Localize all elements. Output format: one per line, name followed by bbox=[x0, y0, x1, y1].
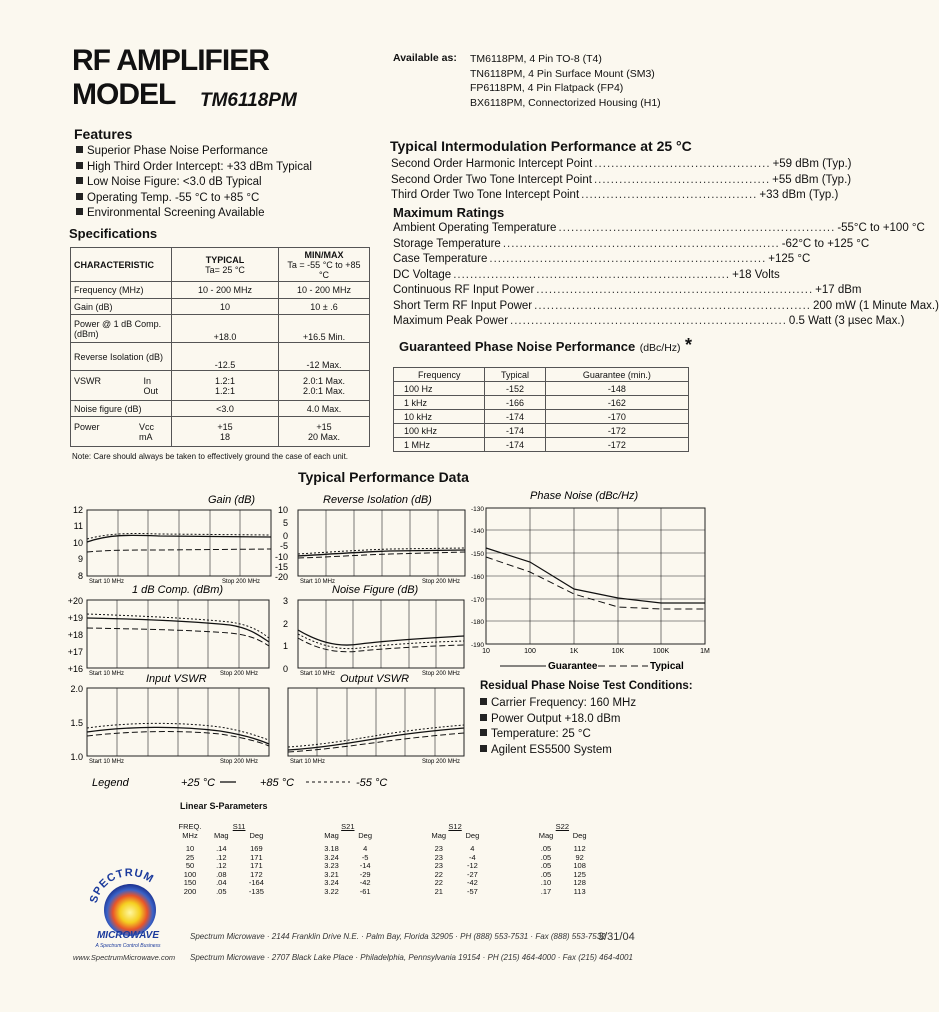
feature-item: High Third Order Intercept: +33 dBm Typical bbox=[76, 160, 312, 176]
phase-ytick: -180 bbox=[470, 619, 484, 626]
phase-legend-guarantee: Guarantee bbox=[548, 661, 598, 672]
intermod-row: Third Order Two Tone Intercept Point .......................................... +33 dBm (Typ.) bbox=[391, 189, 839, 201]
legend-25: +25 °C bbox=[181, 777, 216, 789]
table-row: 1 MHz -174 -172 bbox=[394, 438, 689, 452]
intermod-row: Second Order Harmonic Intercept Point .......................................... +59 dBm (Typ.) bbox=[391, 158, 852, 170]
comp-stop-label: Stop 200 MHz bbox=[220, 671, 259, 677]
phase-xtick: 1K bbox=[569, 648, 579, 655]
bullet-icon bbox=[480, 698, 487, 705]
table-row: Frequency (MHz) 10 - 200 MHz 10 - 200 MHz bbox=[71, 282, 370, 299]
table-row: Power @ 1 dB Comp. (dBm) +18.0 +16.5 Min. bbox=[71, 315, 370, 343]
title-line2: MODEL bbox=[72, 78, 176, 111]
nf-stop-label: Stop 200 MHz bbox=[422, 671, 461, 677]
table-row: Frequency Typical Guarantee (min.) bbox=[394, 368, 689, 382]
gain-start-label: Start 10 MHz bbox=[89, 579, 125, 585]
table-row: 200 .05 -135 3.22 -61 21 -57 .17 113 bbox=[183, 886, 586, 896]
table-row: FREQ. S11 S21 S12 S22 bbox=[178, 822, 570, 831]
phase-xtick: 100K bbox=[652, 648, 670, 655]
residual-list bbox=[480, 696, 636, 758]
table-row: 100 .08 172 3.21 -29 22 -27 .05 125 bbox=[183, 869, 586, 879]
phase-xtick: 10 bbox=[482, 648, 490, 655]
phase-ytick: -150 bbox=[470, 551, 484, 558]
phase-typical-line bbox=[486, 557, 705, 609]
gain-stop-label: Stop 200 MHz bbox=[222, 579, 261, 585]
rev-iso-tick: -20 bbox=[274, 572, 288, 582]
table-row: Reverse Isolation (dB) -12.5 -12 Max. bbox=[71, 343, 370, 371]
gain-tick: 8 bbox=[77, 571, 83, 581]
in-vswr-tick: 1.5 bbox=[70, 718, 83, 728]
legend-minus55: -55 °C bbox=[356, 777, 388, 789]
phase-guarantee-line bbox=[486, 548, 705, 603]
rating-row: Ambient Operating Temperature .................................................................. -55°C to +100 °C bbox=[393, 222, 925, 234]
phase-ytick: -130 bbox=[470, 506, 484, 513]
available-label: Available as: bbox=[393, 52, 457, 64]
phase-noise-heading: Guaranteed Phase Noise Performance (dBc/Hz) * bbox=[399, 335, 693, 355]
phase-xtick: 100 bbox=[524, 648, 536, 655]
logo-tagline: A Spectrum Control Business bbox=[95, 943, 161, 949]
available-list bbox=[470, 52, 661, 110]
table-row: 100 Hz -152 -148 bbox=[394, 382, 689, 396]
nf-start-label: Start 10 MHz bbox=[300, 671, 336, 677]
footer-date: 3/31/04 bbox=[598, 931, 635, 943]
table-row: Gain (dB) 10 10 ± .6 bbox=[71, 299, 370, 315]
in-vswr-stop-label: Stop 200 MHz bbox=[220, 759, 259, 765]
available-item: TN6118PM, 4 Pin Surface Mount (SM3) bbox=[470, 67, 655, 80]
legend bbox=[92, 777, 387, 789]
rev-iso-tick: -15 bbox=[274, 562, 288, 572]
out-vswr-start-label: Start 10 MHz bbox=[290, 759, 326, 765]
rating-row: Continuous RF Input Power .................................................................. +17 dBm bbox=[393, 284, 862, 296]
table-row: 50 .12 171 3.23 -14 23 -12 .05 108 bbox=[185, 861, 586, 870]
gain-tick: 10 bbox=[72, 538, 83, 548]
table-row: 1 kHz -166 -162 bbox=[394, 396, 689, 410]
model-number: TM6118PM bbox=[200, 90, 297, 111]
out-vswr-title: Output VSWR bbox=[340, 673, 410, 685]
in-vswr-title: Input VSWR bbox=[146, 673, 207, 685]
rev-iso-tick: -10 bbox=[274, 552, 288, 562]
gain-chart bbox=[73, 494, 271, 585]
perf-heading: Typical Performance Data bbox=[298, 469, 469, 485]
features-heading: Features bbox=[74, 126, 133, 142]
comp-tick: +19 bbox=[67, 613, 83, 623]
spec-note: Note: Care should always be taken to effectively ground the case of each unit. bbox=[72, 452, 349, 461]
bullet-icon bbox=[76, 177, 83, 184]
rev-iso-tick: 0 bbox=[282, 531, 288, 541]
bullet-icon bbox=[76, 193, 83, 200]
residual-item: Power Output +18.0 dBm bbox=[480, 712, 636, 728]
phase-noise-table bbox=[393, 367, 689, 452]
rev-iso-tick: 10 bbox=[277, 505, 288, 515]
rev-iso-tick: -5 bbox=[279, 541, 288, 551]
legend-85: +85 °C bbox=[260, 777, 295, 789]
phase-ytick: -190 bbox=[470, 642, 484, 649]
available-item: TM6118PM, 4 Pin TO-8 (T4) bbox=[470, 53, 602, 65]
rating-row: DC Voltage .................................................................. +18 Volts bbox=[393, 268, 780, 281]
sparams-table bbox=[176, 823, 596, 896]
input-vswr-chart bbox=[70, 673, 269, 765]
table-row: 100 kHz -174 -172 bbox=[394, 424, 689, 438]
reverse-isolation-chart bbox=[275, 494, 465, 585]
phase-xtick: 1M bbox=[700, 648, 710, 655]
bullet-icon bbox=[480, 714, 487, 721]
feature-item: Environmental Screening Available bbox=[76, 206, 312, 222]
in-vswr-tick: 1.0 bbox=[70, 752, 83, 762]
bullet-icon bbox=[76, 162, 83, 169]
rating-row: Storage Temperature .................................................................. -62°C to +125 °C bbox=[393, 237, 870, 250]
spec-head-typical: TYPICAL Ta= 25 °C bbox=[172, 248, 279, 282]
specifications-table bbox=[70, 247, 370, 447]
intermod-heading: Typical Intermodulation Performance at 25 °C bbox=[390, 138, 692, 154]
comp-tick: +20 bbox=[67, 596, 83, 606]
comp-start-label: Start 10 MHz bbox=[89, 671, 125, 677]
feature-item: Superior Phase Noise Performance bbox=[76, 144, 312, 160]
ratings-heading: Maximum Ratings bbox=[393, 205, 505, 220]
spectrum-logo bbox=[82, 858, 178, 954]
nf-tick: 3 bbox=[282, 596, 288, 606]
residual-item: Carrier Frequency: 160 MHz bbox=[480, 696, 636, 712]
bullet-icon bbox=[76, 208, 83, 215]
phase-legend-typical: Typical bbox=[650, 661, 684, 672]
phase-ytick: -170 bbox=[470, 597, 484, 604]
rev-iso-tick: 5 bbox=[282, 518, 288, 528]
phase-chart-title: Phase Noise (dBc/Hz) bbox=[530, 490, 639, 502]
gain-tick: 12 bbox=[72, 505, 83, 515]
table-row: 10 kHz -174 -170 bbox=[394, 410, 689, 424]
phase-noise-chart bbox=[458, 488, 720, 678]
rev-iso-title: Reverse Isolation (dB) bbox=[323, 494, 432, 506]
ratings-list bbox=[393, 221, 939, 330]
noise-figure-chart bbox=[283, 584, 464, 677]
logo-sphere-icon bbox=[104, 884, 156, 936]
performance-charts bbox=[60, 488, 470, 798]
available-item: FP6118PM, 4 Pin Flatpack (FP4) bbox=[470, 82, 624, 94]
spec-head-minmax: MIN/MAX Ta = -55 °C to +85 °C bbox=[279, 248, 370, 282]
comp-tick: +16 bbox=[67, 664, 83, 674]
in-vswr-start-label: Start 10 MHz bbox=[89, 759, 125, 765]
gain-tick: 9 bbox=[77, 554, 83, 564]
rating-row: Maximum Peak Power .................................................................. 0.5 Watt (3 µsec Max.) bbox=[393, 315, 905, 327]
residual-heading: Residual Phase Noise Test Conditions: bbox=[480, 680, 693, 692]
asterisk-icon: * bbox=[685, 335, 693, 355]
phase-ytick: -160 bbox=[470, 574, 484, 581]
comp-tick: +17 bbox=[67, 647, 83, 657]
bullet-icon bbox=[480, 729, 487, 736]
phase-ytick: -140 bbox=[470, 528, 484, 535]
specifications-heading: Specifications bbox=[69, 226, 158, 241]
comp-title: 1 dB Comp. (dBm) bbox=[132, 584, 224, 596]
intermod-list bbox=[391, 157, 852, 204]
legend-label: Legend bbox=[92, 777, 129, 789]
in-vswr-tick: 2.0 bbox=[70, 684, 83, 694]
residual-item: Temperature: 25 °C bbox=[480, 727, 636, 743]
logo-text: SPECTRUM bbox=[87, 866, 156, 905]
phase-xtick: 10K bbox=[611, 648, 625, 655]
nf-tick: 2 bbox=[282, 619, 288, 629]
table-row: 25 .12 171 3.24 -5 23 -4 .05 92 bbox=[185, 852, 584, 862]
footer-address-1: Spectrum Microwave · 2144 Franklin Drive N.E. · Palm Bay, Florida 32905 · PH (888) 553-7531 · Fax (888) 553-7532 bbox=[190, 932, 606, 941]
spec-head-characteristic: CHARACTERISTIC bbox=[71, 248, 172, 282]
nf-tick: 1 bbox=[282, 641, 288, 651]
sparams-heading: Linear S-Parameters bbox=[180, 801, 268, 811]
nf-title: Noise Figure (dB) bbox=[332, 584, 419, 596]
footer-address-2: Spectrum Microwave · 2707 Black Lake Place · Philadelphia, Pennsylvania 19154 · PH (215) 464-4000 · Fax (215) 464-4001 bbox=[190, 953, 633, 962]
intermod-row: Second Order Two Tone Intercept Point .......................................... +55 dBm (Typ.) bbox=[391, 173, 852, 186]
available-item: BX6118PM, Connectorized Housing (H1) bbox=[470, 96, 661, 109]
footer-url[interactable]: www.SpectrumMicrowave.com bbox=[73, 953, 176, 962]
table-row: 150 .04 -164 3.24 -42 22 -42 .10 128 bbox=[183, 878, 586, 887]
output-vswr-chart bbox=[288, 673, 464, 765]
feature-item: Operating Temp. -55 °C to +85 °C bbox=[76, 191, 312, 207]
comp-chart bbox=[68, 584, 269, 677]
nf-tick: 0 bbox=[282, 664, 288, 674]
table-row: VSWR In Out 1.2:1 1.2:1 2.0:1 Max. 2.0:1 Max. bbox=[71, 371, 370, 401]
residual-item: Agilent ES5500 System bbox=[480, 743, 636, 759]
feature-item: Low Noise Figure: <3.0 dB Typical bbox=[76, 175, 312, 191]
table-row: Power Vcc mA +15 18 +15 20 Max. bbox=[71, 417, 370, 447]
gain-title: Gain (dB) bbox=[208, 494, 256, 506]
rating-row: Short Term RF Input Power .................................................................. 200 mW (1 Minute Max.) bbox=[393, 299, 939, 312]
bullet-icon bbox=[76, 146, 83, 153]
gain-tick: 11 bbox=[73, 521, 83, 531]
table-row: 10 .14 169 3.18 4 23 4 .05 112 bbox=[185, 844, 586, 853]
table-row: Noise figure (dB) <3.0 4.0 Max. bbox=[71, 401, 370, 417]
comp-tick: +18 bbox=[67, 630, 83, 640]
rev-iso-stop-label: Stop 200 MHz bbox=[422, 579, 461, 585]
table-row: MHz Mag Deg Mag Deg Mag Deg Mag Deg bbox=[182, 830, 587, 840]
logo-brand: MICROWAVE bbox=[96, 930, 160, 941]
out-vswr-stop-label: Stop 200 MHz bbox=[422, 759, 461, 765]
rating-row: Case Temperature .................................................................. +125 °C bbox=[393, 253, 811, 265]
bullet-icon bbox=[480, 745, 487, 752]
title-line1: RF AMPLIFIER bbox=[72, 44, 269, 77]
rev-iso-start-label: Start 10 MHz bbox=[300, 579, 336, 585]
features-list bbox=[76, 144, 312, 222]
